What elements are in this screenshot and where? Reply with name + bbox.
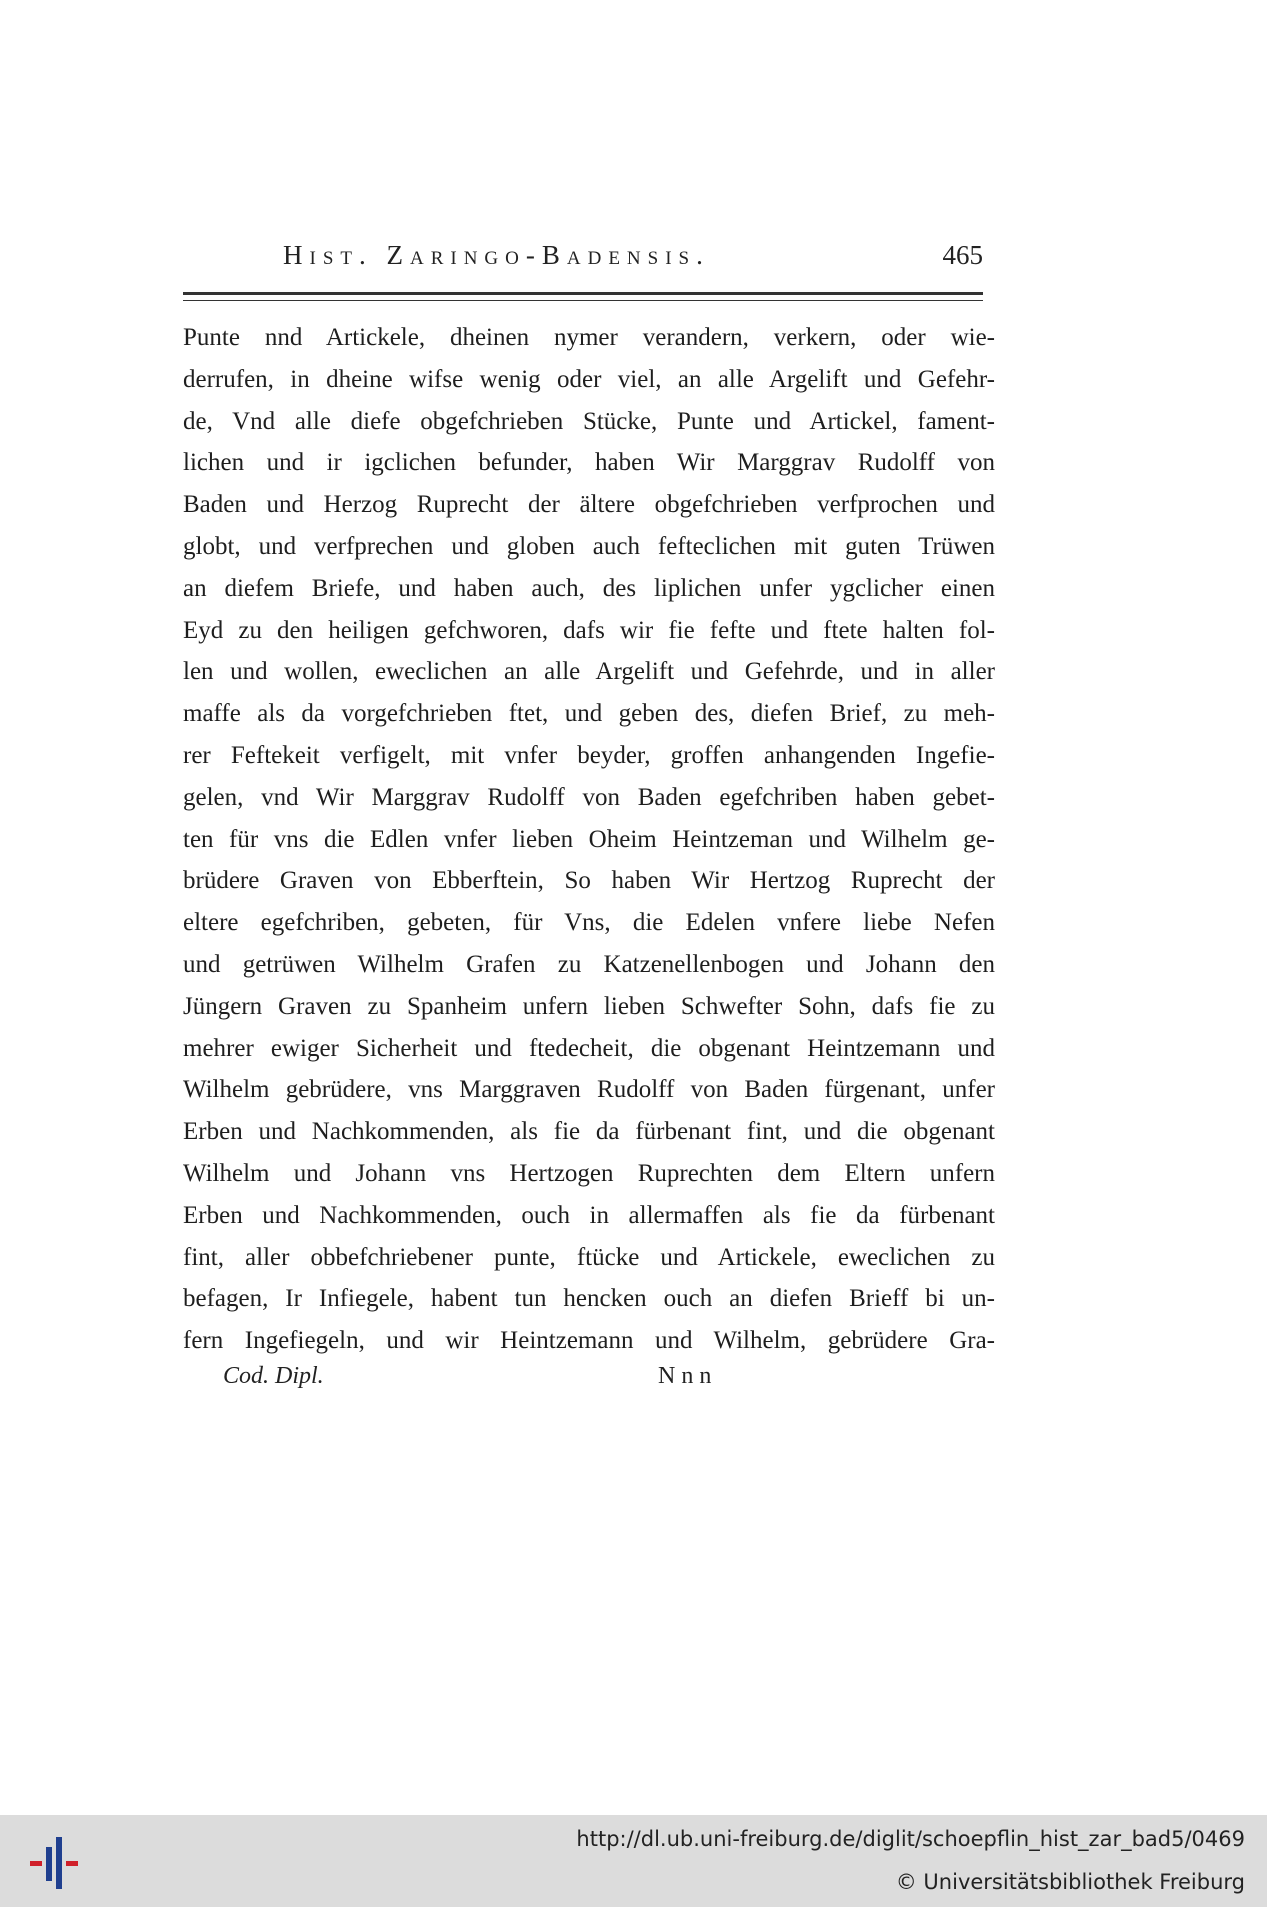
text-line: Erben und Nachkommenden, als fie da fürbenant fint, und die obgenant — [183, 1118, 995, 1146]
signature-mark: Cod. Dipl. — [223, 1363, 324, 1389]
running-head — [183, 240, 983, 280]
text-line: gelen, vnd Wir Marggrav Rudolff von Baden egefchriben haben gebet- — [183, 783, 995, 811]
text-line: Jüngern Graven zu Spanheim unfern lieben Schwefter Sohn, dafs fie zu — [183, 992, 995, 1020]
text-line: an diefem Briefe, und haben auch, des liplichen unfer ygclicher einen — [183, 574, 995, 602]
text-line: len und wollen, eweclichen an alle Argelift und Gefehrde, und in aller — [183, 658, 995, 686]
text-line: Erben und Nachkommenden, ouch in allermaffen als fie da fürbenant — [183, 1201, 995, 1229]
text-line: befagen, Ir Infiegele, habent tun hencken ouch an diefen Brieff bi un- — [183, 1285, 995, 1313]
header-rule-thin — [183, 300, 983, 301]
text-line: fern Ingefiegeln, und wir Heintzemann und Wilhelm, gebrüdere Gra- — [183, 1327, 995, 1355]
text-line: Baden und Herzog Ruprecht der ältere obgefchrieben verfprochen und — [183, 491, 995, 519]
source-url-link[interactable]: http://dl.ub.uni-freiburg.de/diglit/schoepflin_hist_zar_bad5/0469 — [576, 1827, 1245, 1851]
text-line: maffe als da vorgefchrieben ftet, und geben des, diefen Brief, zu meh- — [183, 700, 995, 728]
text-line: brüdere Graven von Ebberftein, So haben Wir Hertzog Ruprecht der — [183, 867, 995, 895]
text-line: mehrer ewiger Sicherheit und ftedecheit, die obgenant Heintzemann und — [183, 1034, 995, 1062]
header-rule-thick — [183, 292, 983, 295]
body-text — [183, 317, 995, 1362]
text-line: Wilhelm und Johann vns Hertzogen Ruprechten dem Eltern unfern — [183, 1159, 995, 1187]
text-line: de, Vnd alle diefe obgefchrieben Stücke, Punte und Artickel, fament- — [183, 407, 995, 435]
text-line: eltere egefchriben, gebeten, für Vns, die Edelen vnfere liebe Nefen — [183, 909, 995, 937]
text-line: derrufen, in dheine wifse wenig oder viel, an alle Argelift und Gefehr- — [183, 365, 995, 393]
text-line: fint, aller obbefchriebener punte, ftücke und Artickele, eweclichen zu — [183, 1243, 995, 1271]
text-line: Wilhelm gebrüdere, vns Marggraven Rudolff von Baden fürgenant, unfer — [183, 1076, 995, 1104]
running-title: Hist. Zaringo-Badensis. — [283, 240, 710, 270]
catchword: Nnn — [658, 1363, 718, 1389]
text-line: lichen und ir igclichen befunder, haben Wir Marggrav Rudolff von — [183, 449, 995, 477]
text-line: globt, und verfprechen und globen auch fefteclichen mit guten Trüwen — [183, 532, 995, 560]
ub-freiburg-logo-icon[interactable] — [30, 1835, 80, 1891]
copyright-text: © Universitätsbibliothek Freiburg — [895, 1870, 1245, 1894]
text-line: und getrüwen Wilhelm Grafen zu Katzenellenbogen und Johann den — [183, 950, 995, 978]
page-footer — [183, 1363, 995, 1403]
text-line: ten für vns die Edlen vnfer lieben Oheim Heintzeman und Wilhelm ge- — [183, 825, 995, 853]
page-number: 465 — [942, 240, 983, 270]
text-line: Punte nnd Artickele, dheinen nymer verandern, verkern, oder wie- — [183, 324, 995, 351]
text-line: Eyd zu den heiligen gefchworen, dafs wir fie fefte und ftete halten fol- — [183, 616, 995, 644]
source-bar — [0, 1815, 1267, 1907]
text-line: rer Feftekeit verfigelt, mit vnfer beyder, groffen anhangenden Ingefie- — [183, 741, 995, 769]
